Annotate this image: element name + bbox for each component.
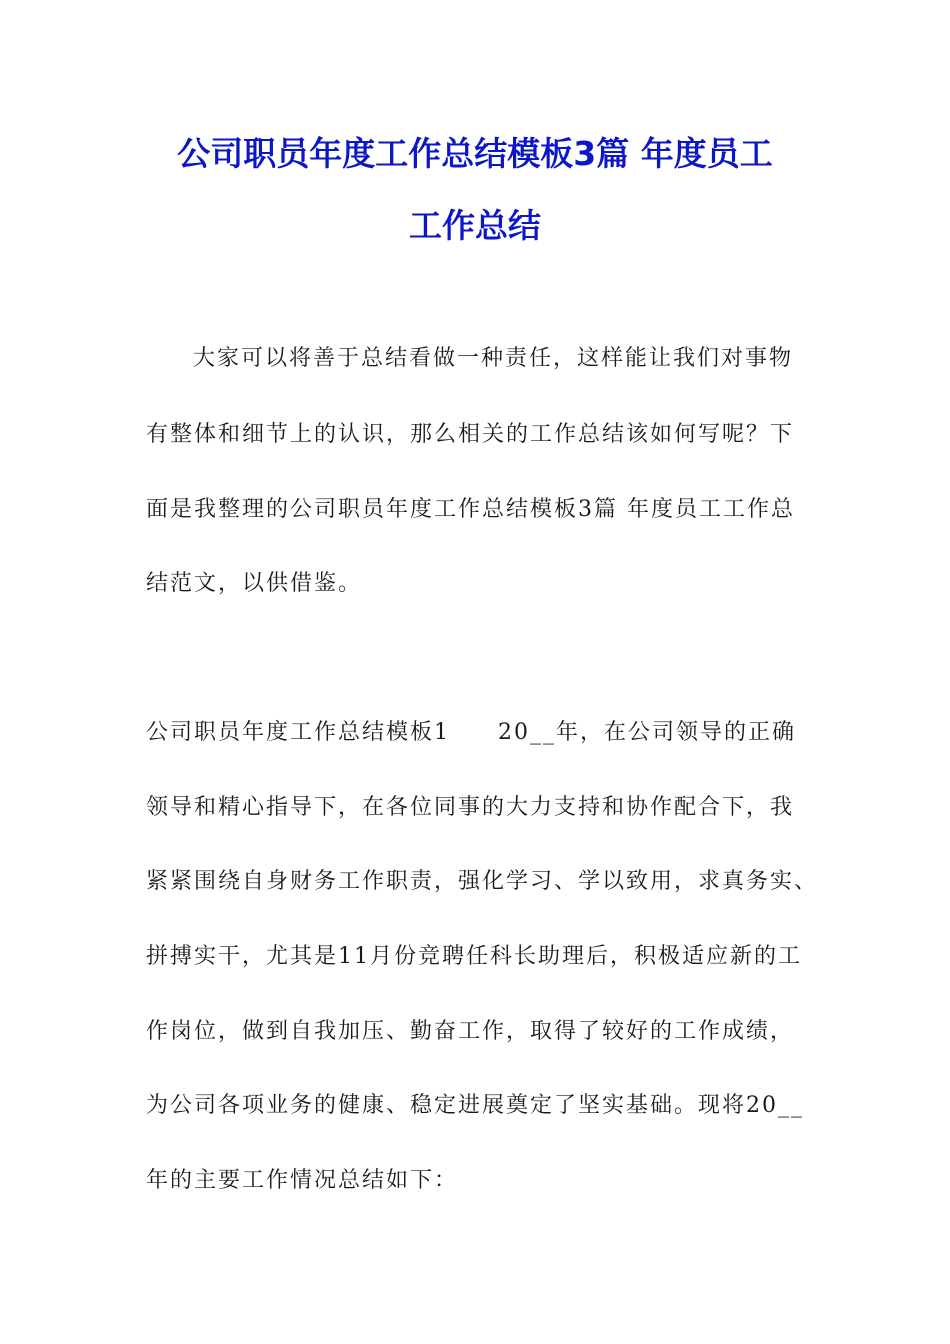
intro-paragraph-line: 面是我整理的公司职员年度工作总结模板3篇 年度员工工作总 xyxy=(146,497,795,522)
section-paragraph-line: 公司职员年度工作总结模板1 20__年，在公司领导的正确 xyxy=(146,720,796,745)
section-paragraph-line: 紧紧围绕自身财务工作职责，强化学习、学以致用，求真务实、 xyxy=(146,869,819,894)
section-paragraph-line: 作岗位，做到自我加压、勤奋工作，取得了较好的工作成绩， xyxy=(146,1019,795,1044)
intro-paragraph-line: 大家可以将善于总结看做一种责任，这样能让我们对事物 xyxy=(193,346,794,371)
intro-paragraph-line: 结范文，以供借鉴。 xyxy=(146,571,363,596)
document-title-line-2: 工作总结 xyxy=(409,206,541,245)
section-paragraph-line: 领导和精心指导下，在各位同事的大力支持和协作配合下，我 xyxy=(146,795,795,820)
intro-paragraph-line: 有整体和细节上的认识，那么相关的工作总结该如何写呢？下 xyxy=(146,422,795,447)
section-paragraph-line: 拼搏实干，尤其是11月份竞聘任科长助理后，积极适应新的工 xyxy=(146,944,802,969)
document-title-line-1: 公司职员年度工作总结模板3篇 年度员工 xyxy=(177,134,773,173)
section-paragraph-line: 年的主要工作情况总结如下： xyxy=(146,1168,459,1193)
section-paragraph-line: 为公司各项业务的健康、稳定进展奠定了坚实基础。现将20__ xyxy=(146,1093,804,1118)
